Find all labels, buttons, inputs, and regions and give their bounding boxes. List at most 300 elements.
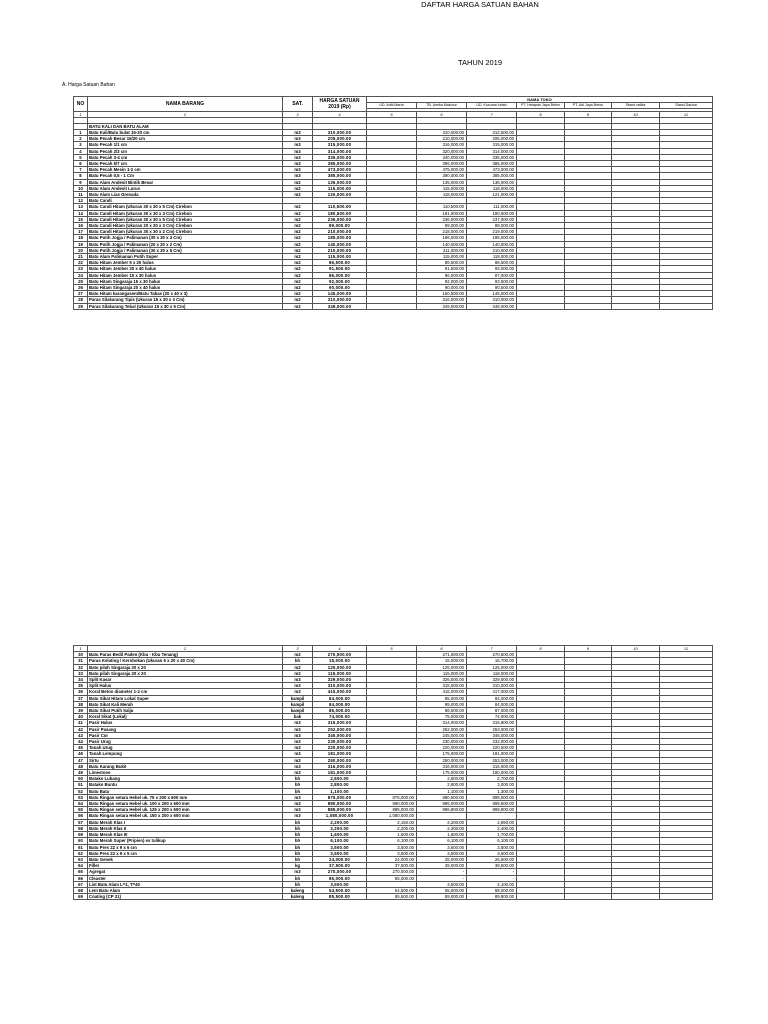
item-name: Batu Merah Super (Pripien) ex tulikup: [88, 838, 283, 844]
shop-price: 270,500.00: [467, 652, 517, 658]
row-number: 34: [74, 677, 88, 683]
shop-price: 2,850.00: [467, 819, 517, 825]
shop-price: 310,000.00: [467, 683, 517, 689]
item-name: Batu Pecah Mesin 1-2 cm: [88, 167, 283, 173]
item-unit: bh: [283, 782, 313, 788]
row-number: 11: [74, 192, 88, 198]
unit-price: 115,000.00: [313, 254, 367, 260]
column-number: 2: [88, 646, 283, 652]
shop-price: 185,000.00: [467, 235, 517, 241]
row-number: 31: [74, 658, 88, 664]
unit-price: 91,500.00: [313, 266, 367, 272]
item-name: Batu pilah Singaraja 20 x 20: [88, 664, 283, 670]
item-name: Tanah Urug: [88, 745, 283, 751]
shop-price: 340,000.00: [417, 154, 467, 160]
item-name: Batu Pres 22 x 9 x 5 cm: [88, 850, 283, 856]
header-shop-name: UD. Aditi Marta: [367, 103, 417, 109]
row-number: 23: [74, 266, 88, 272]
column-number: 6: [417, 111, 467, 117]
document-title: DAFTAR HARGA SATUAN BAHAN: [421, 0, 539, 9]
item-name: Split Kasar: [88, 677, 283, 683]
row-number: 24: [74, 272, 88, 278]
item-unit: m3: [283, 173, 313, 179]
shop-price: 3,500.00: [417, 881, 467, 887]
row-number: 19: [74, 241, 88, 247]
item-unit: m2: [283, 247, 313, 253]
row-number: 32: [74, 664, 88, 670]
item-name: Batu Merah Klas II: [88, 825, 283, 831]
item-unit: m2: [283, 185, 313, 191]
unit-price: 90,000.00: [313, 285, 367, 291]
row-number: 9: [74, 179, 88, 185]
header-shop-name: PT. Harapan Jaya Beton: [517, 103, 565, 109]
item-name: Lem Batu Alam: [88, 887, 283, 893]
column-number: 4: [313, 646, 367, 652]
shop-price: 210,000.00: [467, 247, 517, 253]
header-nama-barang: NAMA BARANG: [88, 97, 283, 112]
item-name: Batu Putih Jogja / Palimanan (30 x 30 x 3 Cm): [88, 235, 283, 241]
item-unit: m2: [283, 260, 313, 266]
shop-price: 1,600.00: [367, 832, 417, 838]
shop-price: 6,100.00: [417, 838, 467, 844]
row-number: 64: [74, 863, 88, 869]
row-number: 59: [74, 832, 88, 838]
shop-price: 86,000.00: [417, 708, 467, 714]
shop-price: 135,000.00: [417, 179, 467, 185]
row-number: 47: [74, 757, 88, 763]
item-name: Filler: [88, 863, 283, 869]
shop-price: 329,000.00: [467, 677, 517, 683]
shop-price: 320,000.00: [417, 148, 467, 154]
shop-price: 111,000.00: [467, 204, 517, 210]
unit-price: 6,100.00: [313, 838, 367, 844]
empty-cell: [612, 303, 660, 309]
item-name: Batu Ringan setara Hebel uk. 125 x 200 x 600 mm: [88, 807, 283, 813]
item-name: Batu Sikat Putih Salju: [88, 708, 283, 714]
shop-price: 346,000.00: [467, 732, 517, 738]
item-name: Batu Hitam karangasem/Batu Tabas (20 x 40 x 3): [88, 291, 283, 297]
unit-price: 140,000.00: [313, 241, 367, 247]
shop-price: -: [417, 875, 467, 881]
shop-price: 889,800.00: [467, 807, 517, 813]
item-unit: m2: [283, 241, 313, 247]
item-unit: m3: [283, 794, 313, 800]
empty-cell: [565, 894, 612, 900]
item-name: Batu Alam Palimanan Putih Super: [88, 254, 283, 260]
shop-price: 335,000.00: [467, 154, 517, 160]
shop-price: 92,000.00: [417, 278, 467, 284]
item-unit: m3: [283, 807, 313, 813]
item-name: Paras Kelating / Kerobokan (Ukuran 5 x 20 x 40 Cm): [88, 658, 283, 664]
unit-price: 385,000.00: [313, 173, 367, 179]
item-unit: kaleng: [283, 894, 313, 900]
shop-price: 181,000.00: [467, 751, 517, 757]
shop-price: 3,600.00: [467, 850, 517, 856]
shop-price: 473,000.00: [467, 167, 517, 173]
item-unit: m3: [283, 745, 313, 751]
shop-price: 253,000.00: [467, 726, 517, 732]
unit-price: 205,000.00: [313, 136, 367, 142]
column-number: 6: [417, 646, 467, 652]
item-name: Batu Candi: [88, 198, 283, 204]
shop-price: 316,000.00: [417, 297, 467, 303]
unit-price: 115,000.00: [313, 185, 367, 191]
item-unit: m3: [283, 763, 313, 769]
shop-price: 310,000.00: [417, 129, 467, 135]
shop-price: 180,500.00: [467, 210, 517, 216]
column-number: 7: [467, 646, 517, 652]
item-name: Batu Ringan setara Hebel uk. 75 x 200 x 600 mm: [88, 794, 283, 800]
item-name: Cleaster: [88, 875, 283, 881]
shop-price: 385,000.00: [467, 173, 517, 179]
item-unit: m3: [283, 136, 313, 142]
row-number: 46: [74, 751, 88, 757]
unit-price: 86,000.00: [313, 272, 367, 278]
shop-price: 385,000.00: [467, 161, 517, 167]
shop-price: 875,000.00: [367, 794, 417, 800]
item-name: Pasir Halus: [88, 720, 283, 726]
group-heading: BATU KALI DAN BATU ALAM: [88, 123, 283, 129]
item-unit: m3: [283, 757, 313, 763]
shop-price: 145,000.00: [467, 291, 517, 297]
unit-price: 315,000.00: [313, 142, 367, 148]
shop-price: 87,000.00: [467, 272, 517, 278]
column-number: 1: [74, 646, 88, 652]
item-unit: kampil: [283, 701, 313, 707]
unit-price: 85,000.00: [313, 875, 367, 881]
shop-price: 110,500.00: [417, 204, 467, 210]
unit-price: 3,500.00: [313, 844, 367, 850]
item-name: Coating (CP 21): [88, 894, 283, 900]
shop-price: 140,000.00: [417, 241, 467, 247]
shop-price: 316,000.00: [417, 763, 467, 769]
row-number: 63: [74, 856, 88, 862]
row-number: 20: [74, 247, 88, 253]
shop-price: 220,500.00: [467, 745, 517, 751]
unit-price: 86,000.00: [313, 708, 367, 714]
shop-price: 2,600.00: [417, 776, 467, 782]
item-name: Batu Alam Lias Grenada: [88, 192, 283, 198]
item-name: Agregat: [88, 869, 283, 875]
item-unit: m3: [283, 751, 313, 757]
unit-price: 210,000.00: [313, 247, 367, 253]
unit-price: 473,000.00: [313, 167, 367, 173]
column-number: 5: [367, 111, 417, 117]
row-number: 10: [74, 185, 88, 191]
shop-price: 6,100.00: [467, 838, 517, 844]
row-number: 26: [74, 285, 88, 291]
unit-price: 37,500.00: [313, 863, 367, 869]
item-unit: m2: [283, 291, 313, 297]
unit-price: 220,000.00: [313, 745, 367, 751]
shop-price: 39,000.00: [417, 863, 467, 869]
unit-price: 310,000.00: [313, 129, 367, 135]
item-unit: m2: [283, 297, 313, 303]
row-number: 21: [74, 254, 88, 260]
item-unit: m2: [283, 210, 313, 216]
item-unit: m2: [283, 204, 313, 210]
shop-price: 3,500.00: [417, 850, 467, 856]
unit-price: 230,000.00: [313, 739, 367, 745]
shop-price: 230,000.00: [417, 739, 467, 745]
unit-price: 84,000.00: [313, 701, 367, 707]
shop-price: 125,000.00: [467, 664, 517, 670]
item-name: Batu Pecah 3-4 cm: [88, 154, 283, 160]
unit-price: 135,000.00: [313, 179, 367, 185]
row-number: 2: [74, 136, 88, 142]
item-unit: m2: [283, 285, 313, 291]
item-unit: bak: [283, 714, 313, 720]
shop-price: 314,000.00: [467, 148, 517, 154]
item-unit: m3: [283, 770, 313, 776]
shop-price: 237,000.00: [467, 216, 517, 222]
shop-price: 2,200.00: [367, 825, 417, 831]
item-name: Koral Beton diameter 1-2 cm: [88, 689, 283, 695]
shop-price: -: [417, 869, 467, 875]
shop-price: 236,000.00: [417, 216, 467, 222]
header-shop-name: Stand Davina: [660, 103, 713, 109]
unit-price: 329,000.00: [313, 677, 367, 683]
item-name: Batu Merah Klas III: [88, 832, 283, 838]
item-name: Batu Paras Bedil Paden (Kbu - Kbu Tenang): [88, 652, 283, 658]
item-name: Koral Sikat (Lokal): [88, 714, 283, 720]
header-shop-name: TB. Aneka Makmur: [417, 103, 467, 109]
empty-cell: [517, 303, 565, 309]
shop-price: 390,000.00: [417, 173, 467, 179]
row-number: 51: [74, 782, 88, 788]
column-number: 7: [467, 111, 517, 117]
shop-price: 252,000.00: [417, 726, 467, 732]
item-unit: m3: [283, 677, 313, 683]
row-number: 50: [74, 776, 88, 782]
item-unit: bh: [283, 850, 313, 856]
column-number: 5: [367, 646, 417, 652]
shop-price: 315,000.00: [467, 142, 517, 148]
unit-price: 385,000.00: [313, 161, 367, 167]
shop-price: 115,000.00: [417, 185, 467, 191]
row-number: 17: [74, 229, 88, 235]
row-number: 40: [74, 714, 88, 720]
item-name: Batu Merah Klas I: [88, 819, 283, 825]
shop-price: 87,000.00: [467, 708, 517, 714]
unit-price: 415,000.00: [313, 689, 367, 695]
item-name: Batu Hitam Jember 15 x 30 halus: [88, 272, 283, 278]
item-unit: m2: [283, 303, 313, 309]
shop-price: 316,000.00: [417, 142, 467, 148]
unit-price: 210,000.00: [313, 229, 367, 235]
unit-price: 316,000.00: [313, 763, 367, 769]
shop-price: 37,500.00: [367, 863, 417, 869]
item-unit: bh: [283, 825, 313, 831]
unit-price: 74,000.00: [313, 714, 367, 720]
unit-price: 1,600.00: [313, 832, 367, 838]
row-number: 14: [74, 210, 88, 216]
item-unit: m2: [283, 664, 313, 670]
shop-price: 417,000.00: [467, 689, 517, 695]
item-unit: m3: [283, 813, 313, 819]
shop-price: 219,000.00: [467, 229, 517, 235]
shop-price: 2,700.00: [467, 776, 517, 782]
item-name: Pasir Cor: [88, 732, 283, 738]
item-name: Paras Silakarang Tebal (Ukuran 15 x 30 x 5 Cm): [88, 303, 283, 309]
unit-price: 252,000.00: [313, 726, 367, 732]
unit-price: 125,000.00: [313, 664, 367, 670]
shop-price: 89,000.00: [417, 223, 467, 229]
row-number: 18: [74, 235, 88, 241]
shop-price: 140,000.00: [467, 241, 517, 247]
item-unit: m2: [283, 223, 313, 229]
unit-price: 110,500.00: [313, 204, 367, 210]
shop-price: 348,000.00: [467, 303, 517, 309]
table-row: [74, 303, 713, 309]
item-unit: m3: [283, 720, 313, 726]
unit-price: 185,000.00: [313, 235, 367, 241]
unit-price: 181,000.00: [313, 751, 367, 757]
shop-price: 4,100.00: [467, 881, 517, 887]
shop-price: 3,500.00: [367, 850, 417, 856]
shop-price: 218,000.00: [417, 229, 467, 235]
shop-price: 310,000.00: [467, 297, 517, 303]
item-name: Tanah Lempung: [88, 751, 283, 757]
item-name: Batako Lubang: [88, 776, 283, 782]
unit-price: 84,000.00: [313, 695, 367, 701]
unit-price: 875,000.00: [313, 794, 367, 800]
row-number: 45: [74, 745, 88, 751]
shop-price: 24,000.00: [367, 856, 417, 862]
row-number: 62: [74, 850, 88, 856]
item-unit: m3: [283, 869, 313, 875]
column-number: 11: [660, 646, 713, 652]
unit-price: 120,000.00: [313, 192, 367, 198]
row-number: 53: [74, 794, 88, 800]
row-number: 39: [74, 708, 88, 714]
column-number: 10: [612, 111, 660, 117]
row-number: 12: [74, 198, 88, 204]
row-number: 28: [74, 297, 88, 303]
price-table-2: [73, 645, 713, 900]
row-number: 16: [74, 223, 88, 229]
price-table-1: [73, 96, 713, 310]
unit-price: 15,000.00: [313, 658, 367, 664]
item-name: Limestone: [88, 770, 283, 776]
shop-price: 1,700.00: [467, 832, 517, 838]
row-number: 35: [74, 683, 88, 689]
row-number: 42: [74, 726, 88, 732]
row-number: 60: [74, 838, 88, 844]
shop-price: 1,080,000.00: [367, 813, 417, 819]
shop-price: 93,000.00: [467, 266, 517, 272]
row-number: 44: [74, 739, 88, 745]
shop-price: 899,500.00: [467, 801, 517, 807]
unit-price: 145,000.00: [313, 291, 367, 297]
row-number: 4: [74, 148, 88, 154]
shop-price: 15,000.00: [417, 658, 467, 664]
shop-price: 118,000.00: [467, 670, 517, 676]
item-name: Batu Candi Hitam (Ukuran 30 x 30 x 5 Cm) Cirebon: [88, 216, 283, 222]
item-unit: m3: [283, 739, 313, 745]
item-name: Batu Alam Andesit Bintik Besar: [88, 179, 283, 185]
unit-price: 92,000.00: [313, 278, 367, 284]
item-unit: m2: [283, 192, 313, 198]
shop-price: 2,300.00: [417, 825, 467, 831]
item-unit: bh: [283, 819, 313, 825]
unit-price: 2,800.00: [313, 782, 367, 788]
item-unit: m3: [283, 129, 313, 135]
shop-price: 115,000.00: [417, 254, 467, 260]
unit-price: 885,000.00: [313, 807, 367, 813]
item-unit: m2: [283, 278, 313, 284]
shop-price: 3,000.00: [467, 782, 517, 788]
item-name: Batu Hitam Jember 20 x 40 halus: [88, 266, 283, 272]
row-number: 36: [74, 689, 88, 695]
shop-price: 181,000.00: [417, 210, 467, 216]
column-number: 2: [88, 111, 283, 117]
item-unit: bh: [283, 856, 313, 862]
shop-price: 250,000.00: [417, 757, 467, 763]
shop-price: 115,000.00: [417, 670, 467, 676]
item-name: Batu Candi Hitam (Ukuran 30 x 30 x 2 Cm) Cirebon: [88, 229, 283, 235]
shop-price: 138,000.00: [467, 179, 517, 185]
row-number: 66: [74, 875, 88, 881]
item-unit: m2: [283, 216, 313, 222]
row-number: 37: [74, 695, 88, 701]
header-harga-satuan: HARGA SATUAN 2019 (Rp): [313, 97, 367, 112]
item-name: Batu Putih Jogja / Palimanan (30 x 30 x 5 Cm): [88, 247, 283, 253]
empty-cell: [660, 894, 713, 900]
item-unit: m2: [283, 235, 313, 241]
shop-price: 38,500.00: [467, 863, 517, 869]
shop-price: 58,000.00: [467, 887, 517, 893]
shop-price: 89,000.00: [417, 894, 467, 900]
shop-price: 2,150.00: [367, 819, 417, 825]
item-name: Batu Alam Andesit Lurus: [88, 185, 283, 191]
shop-price: 890,000.00: [367, 801, 417, 807]
row-number: 49: [74, 770, 88, 776]
item-name: Pasir Urug: [88, 739, 283, 745]
shop-price: 312,500.00: [467, 129, 517, 135]
item-unit: m2: [283, 254, 313, 260]
column-number: 9: [565, 111, 612, 117]
item-name: Batu Candi Hitam (Ukuran 30 x 30 x 5 Cm) Cirebon: [88, 204, 283, 210]
row-number: 15: [74, 216, 88, 222]
row-number: 68: [74, 887, 88, 893]
shop-price: 91,500.00: [417, 266, 467, 272]
unit-price: 2,600.00: [313, 776, 367, 782]
item-unit: m3: [283, 726, 313, 732]
shop-price: 85,000.00: [417, 701, 467, 707]
shop-price: 3,500.00: [467, 844, 517, 850]
item-unit: m3: [283, 689, 313, 695]
unit-price: 24,000.00: [313, 856, 367, 862]
row-number: 57: [74, 819, 88, 825]
shop-price: 75,000.00: [417, 714, 467, 720]
item-name: Batu Candi Hitam (Ukuran 30 x 30 x 3 Cm) Cirebon: [88, 210, 283, 216]
item-name: Batu Sikat Kali Merah: [88, 701, 283, 707]
item-unit: bh: [283, 875, 313, 881]
empty-cell: [612, 894, 660, 900]
unit-price: 115,000.00: [313, 670, 367, 676]
shop-price: 210,000.00: [417, 136, 467, 142]
shop-price: 475,000.00: [417, 167, 467, 173]
shop-price: 150,500.00: [417, 291, 467, 297]
column-number: 3: [283, 111, 313, 117]
header-shop-name: Stand vatika: [612, 103, 660, 109]
unit-price: 86,500.00: [313, 260, 367, 266]
shop-price: 898,000.00: [467, 794, 517, 800]
shop-price: 121,000.00: [467, 192, 517, 198]
item-unit: m3: [283, 148, 313, 154]
row-number: 7: [74, 167, 88, 173]
